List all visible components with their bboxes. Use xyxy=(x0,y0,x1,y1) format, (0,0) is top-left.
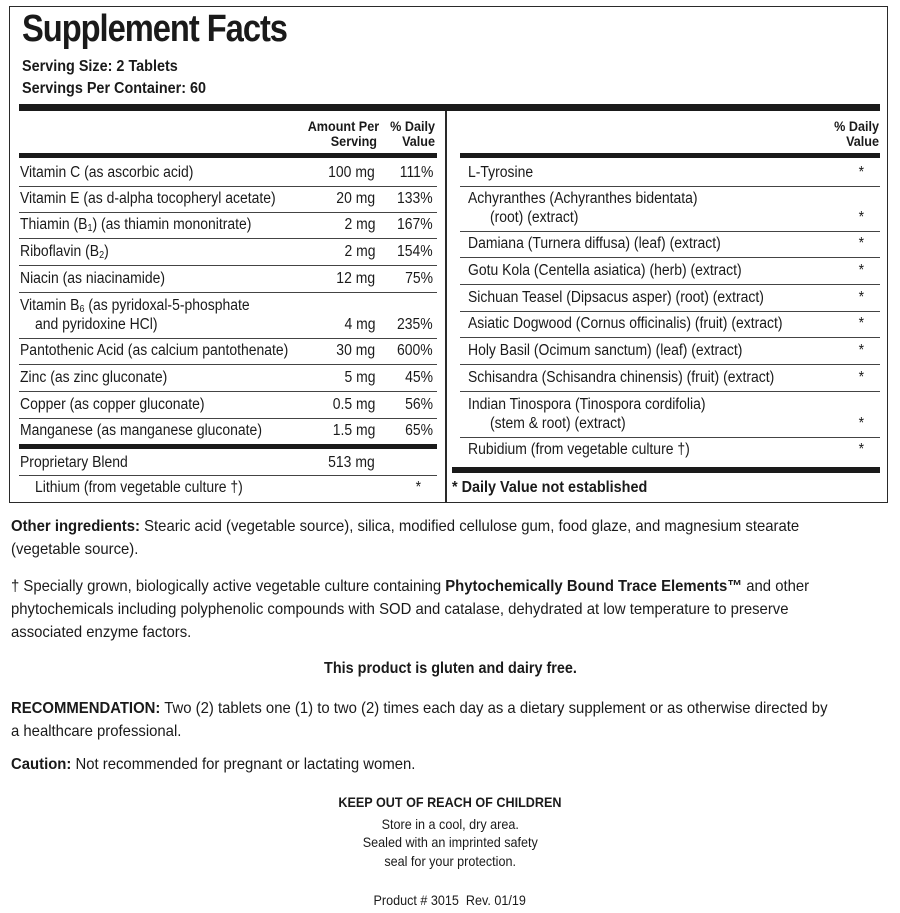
nutrient-row xyxy=(19,294,437,339)
other-ingredients: Other ingredients: Stearic acid (vegetable source), silica, modified cellulose gum, food glaze, and magnesium stearate (vegetable source). xyxy=(11,518,800,558)
lithium-dv: * xyxy=(415,479,421,496)
ingredient-name-line2: (root) (extract) xyxy=(490,209,579,226)
ingredient-dv: * xyxy=(858,262,864,279)
nutrient-name: Thiamin $(B_1)$ (as thiamin mononitrate) xyxy=(20,216,252,234)
nutrient-row xyxy=(19,240,437,266)
nutrient-amount: 5 mg xyxy=(343,369,375,386)
nutrient-dv: 600% xyxy=(397,342,433,359)
daily-value-note: * Daily Value not established xyxy=(452,479,648,496)
ingredient-name-line2: (stem & root) (extract) xyxy=(490,415,626,432)
ingredient-name: Asiatic Dogwood (Cornus officinalis) (fruit) (extract) xyxy=(468,315,783,332)
nutrient-dv: 111% xyxy=(399,164,433,181)
seal-line: seal for your protection. xyxy=(384,853,516,869)
ingredient-name: L-Tyrosine xyxy=(468,164,534,181)
nutrient-amount: 20 mg xyxy=(336,190,375,207)
nutrient-name-line2: and pyridoxine HCl) xyxy=(35,316,158,333)
ingredient-dv: * xyxy=(858,209,864,226)
nutrient-row xyxy=(19,339,437,365)
nutrient-amount: 1.5 mg xyxy=(332,422,375,439)
ingredient-dv: * xyxy=(858,342,864,359)
ingredient-name: Damiana (Turnera diffusa) (leaf) (extract) xyxy=(468,235,721,252)
nutrient-amount: 100 mg xyxy=(328,164,375,181)
nutrient-amount: 4 mg xyxy=(343,316,375,333)
ingredient-dv: * xyxy=(858,415,864,432)
nutrient-dv: 133% xyxy=(397,190,433,207)
ingredient-dv: * xyxy=(858,441,864,458)
header-rule xyxy=(19,104,880,111)
ingredient-row xyxy=(460,339,880,365)
nutrient-amount: 30 mg xyxy=(336,342,375,359)
recommendation: RECOMMENDATION: Two (2) tablets one (1) to two (2) times each day as a dietary supplement or as otherwise directed by a healthcare professional. xyxy=(11,700,828,740)
ingredient-name: Schisandra (Schisandra chinensis) (fruit) (extract) xyxy=(468,369,775,386)
blend-name: Proprietary Blend xyxy=(20,454,128,471)
nutrient-name: Copper (as copper gluconate) xyxy=(20,396,205,413)
ingredient-dv: * xyxy=(858,164,864,181)
nutrient-amount: 0.5 mg xyxy=(332,396,375,413)
ingredient-dv: * xyxy=(858,289,864,306)
ingredient-row xyxy=(460,286,880,312)
right-header-rule xyxy=(460,153,880,158)
column-divider xyxy=(445,111,447,503)
ingredient-row xyxy=(460,232,880,258)
panel-title: Supplement Facts xyxy=(22,8,287,50)
ingredient-dv: * xyxy=(858,369,864,386)
nutrient-name: Niacin (as niacinamide) xyxy=(20,270,165,287)
servings-per-container: Servings Per Container: 60 xyxy=(22,80,207,97)
ingredient-row xyxy=(460,259,880,285)
nutrient-dv: 65% xyxy=(405,422,433,439)
ingredient-name: Indian Tinospora (Tinospora cordifolia) xyxy=(468,396,706,413)
product-number: Product # 3015 Rev. 01/19 xyxy=(373,892,527,908)
ingredient-name: Gotu Kola (Centella asiatica) (herb) (extract) xyxy=(468,262,742,279)
nutrient-name: Vitamin C (as ascorbic acid) xyxy=(20,164,194,181)
ingredient-dv: * xyxy=(858,235,864,252)
lithium-row xyxy=(19,476,437,502)
nutrient-amount: 12 mg xyxy=(336,270,375,287)
nutrient-dv: 235% xyxy=(397,316,433,333)
proprietary-blend-row xyxy=(19,450,437,476)
nutrient-row xyxy=(19,366,437,392)
ingredient-row xyxy=(460,187,880,232)
nutrient-dv: 154% xyxy=(397,243,433,260)
nutrient-name: Riboflavin $(B_2)$ xyxy=(20,243,109,261)
lithium-name: Lithium (from vegetable culture †) xyxy=(35,479,243,496)
blend-rule xyxy=(19,444,437,449)
serving-size: Serving Size: 2 Tablets xyxy=(22,58,178,75)
left-header-rule xyxy=(19,153,437,158)
nutrient-dv: 167% xyxy=(397,216,433,233)
culture-note: † Specially grown, biologically active vegetable culture containing Phytochemically Bound Trace Elements™ and other phytochemicals including polyphenolic compounds with SOD and catalase, dehydrated at low temperature to preserve associated enzyme factors. xyxy=(11,578,810,641)
nutrient-name: Vitamin E (as d-alpha tocopheryl acetate) xyxy=(20,190,276,207)
nutrient-name: Zinc (as zinc gluconate) xyxy=(20,369,168,386)
nutrient-row xyxy=(19,393,437,419)
nutrient-amount: 2 mg xyxy=(343,216,375,233)
ingredient-name: Rubidium (from vegetable culture †) xyxy=(468,441,690,458)
nutrient-name: Vitamin $B_6$ (as pyridoxal-5-phosphate xyxy=(20,297,250,315)
right-daily-value-header: % Daily Value xyxy=(834,118,879,149)
sealed-line: Sealed with an imprinted safety xyxy=(362,834,538,850)
ingredient-row xyxy=(460,312,880,338)
ingredient-row xyxy=(460,438,880,464)
ingredient-name: Holy Basil (Ocimum sanctum) (leaf) (extract) xyxy=(468,342,743,359)
nutrient-row xyxy=(19,187,437,213)
nutrient-dv: 75% xyxy=(405,270,433,287)
storage-line: Store in a cool, dry area. xyxy=(381,816,519,832)
ingredient-name: Sichuan Teasel (Dipsacus asper) (root) (extract) xyxy=(468,289,764,306)
nutrient-dv: 56% xyxy=(405,396,433,413)
ingredient-name: Achyranthes (Achyranthes bidentata) xyxy=(468,190,698,207)
ingredient-dv: * xyxy=(858,315,864,332)
ingredient-row xyxy=(460,393,880,438)
nutrient-name: Manganese (as manganese gluconate) xyxy=(20,422,262,439)
ingredient-row xyxy=(460,366,880,392)
nutrient-row xyxy=(19,161,437,187)
keep-out-warning: KEEP OUT OF REACH OF CHILDREN xyxy=(338,794,562,810)
amount-per-serving-header: Amount Per Serving xyxy=(307,118,380,149)
nutrient-name: Pantothenic Acid (as calcium pantothenate) xyxy=(20,342,289,359)
nutrient-row xyxy=(19,267,437,293)
dv-note-rule xyxy=(452,467,880,473)
caution: Caution: Not recommended for pregnant or lactating women. xyxy=(11,756,416,773)
daily-value-header: % Daily Value xyxy=(390,118,435,149)
nutrient-row xyxy=(19,213,437,239)
gluten-free-statement: This product is gluten and dairy free. xyxy=(323,660,577,677)
ingredient-row xyxy=(460,161,880,187)
blend-amount: 513 mg xyxy=(328,454,375,471)
nutrient-amount: 2 mg xyxy=(343,243,375,260)
nutrient-row xyxy=(19,419,437,445)
nutrient-dv: 45% xyxy=(405,369,433,386)
